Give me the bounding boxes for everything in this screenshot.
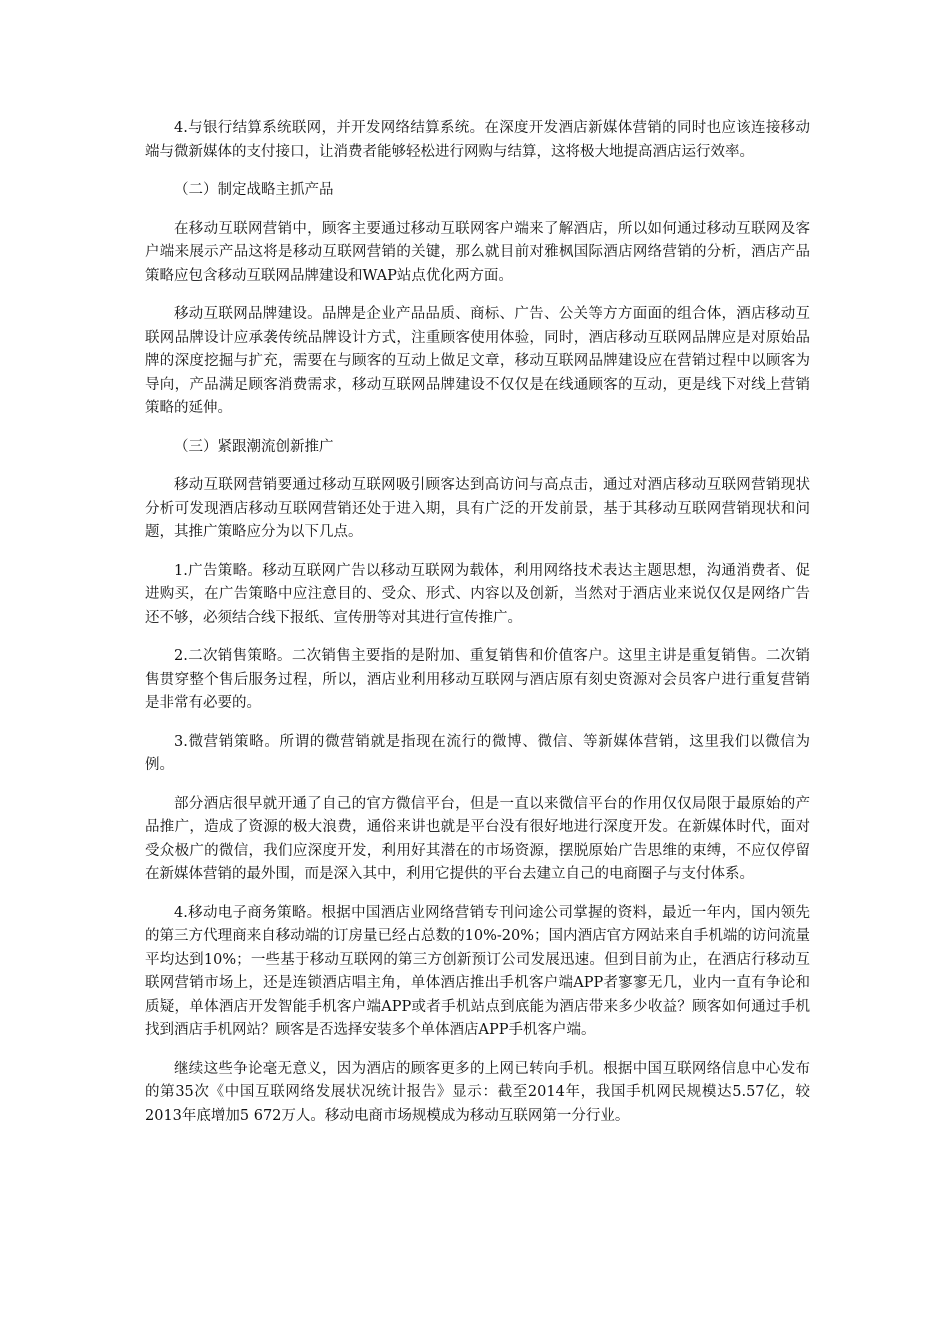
paragraph-mobile-marketing-intro: 在移动互联网营销中，顾客主要通过移动互联网客户端来了解酒店，所以如何通过移动互联网及客户端来展示产品这将是移动互联网营销的关键，那么就目前对雅枫国际酒店网络营销的分析，酒店产品策略应包含移动互联网品牌建设和WAP站点优化两方面。 — [145, 220, 810, 284]
paragraph-wechat-platform: 部分酒店很早就开通了自己的官方微信平台，但是一直以来微信平台的作用仅仅局限于最原始的产品推广，造成了资源的极大浪费，通俗来讲也就是平台没有很好地进行深度开发。在新媒体时代，面对受众极广的微信，我们应深度开发，利用好其潜在的市场资源，摆脱原始广告思维的束缚，不应仅停留在新媒体营销的最外围，而是深入其中，利用它提供的平台去建立自己的电商圈子与支付体系。 — [145, 795, 810, 882]
paragraph-mobile-ecommerce: 4.移动电子商务策略。根据中国酒店业网络营销专刊问途公司掌握的资料，最近一年内，国内领先的第三方代理商来自移动端的订房量已经占总数的10%-20%；国内酒店官方网站来自手机端的访问流量平均达到10%；一些基于移动互联网的第三方创新预订公司发展迅速。但到目前为止，在酒店行移动互联网营销市场上，还是连锁酒店唱主角，单体酒店推出手机客户端APP者寥寥无几，业内一直有争论和质疑，单体酒店开发智能手机客户端APP或者手机站点到底能为酒店带来多少收益？顾客如何通过手机找到酒店手机网站？顾客是否选择安装多个单体酒店APP手机客户端。 — [145, 904, 810, 1038]
paragraph-secondary-sales: 2.二次销售策略。二次销售主要指的是附加、重复销售和价值客户。这里主讲是重复销售。二次销售贯穿整个售后服务过程，所以，酒店业利用移动互联网与酒店原有刻史资源对会员客户进行重复营销是非常有必要的。 — [145, 648, 810, 711]
section-heading-promotion: （三）紧跟潮流创新推广 — [174, 438, 334, 455]
paragraph-brand-building: 移动互联网品牌建设。品牌是企业产品品质、商标、广告、公关等方方面面的组合体，酒店移动互联网品牌设计应承袭传统品牌设计方式，注重顾客使用体验，同时，酒店移动互联网品牌应是对原始品牌的深度挖掘与扩充，需要在与顾客的互动上做足文章，移动互联网品牌建设应在营销过程中以顾客为导向，产品满足顾客消费需求，移动互联网品牌建设不仅仅是在线通顾客的互动，更是线下对线上营销策略的延伸。 — [145, 306, 810, 416]
paragraph-promotion-intro: 移动互联网营销要通过移动互联网吸引顾客达到高访问与高点击，通过对酒店移动互联网营销现状分析可发现酒店移动互联网营销还处于进入期，具有广泛的开发前景，基于其移动互联网营销现状和问题，其推广策略应分为以下几点。 — [145, 477, 810, 540]
paragraph-mobile-statistics: 继续这些争论毫无意义，因为酒店的顾客更多的上网已转向手机。根据中国互联网络信息中心发布的第35次《中国互联网络发展状况统计报告》显示：截至2014年，我国手机网民规模达5.57亿，较2013年底增加5 672万人。移动电商市场规模成为移动互联网第一分行业。 — [145, 1060, 810, 1124]
document-page — [145, 117, 810, 1143]
section-heading-product-strategy: （二）制定战略主抓产品 — [174, 182, 334, 198]
paragraph-micro-marketing: 3.微营销策略。所谓的微营销就是指现在流行的微博、微信、等新媒体营销，这里我们以微信为例。 — [145, 733, 810, 773]
paragraph-advertising-strategy: 1.广告策略。移动互联网广告以移动互联网为载体，利用网络技术表达主题思想，沟通消费者、促进购买，在广告策略中应注意目的、受众、形式、内容以及创新，当然对于酒店业来说仅仅是网络广告还不够，必须结合线下报纸、宣传册等对其进行宣传推广。 — [145, 562, 810, 626]
paragraph-bank-settlement: 4.与银行结算系统联网，并开发网络结算系统。在深度开发酒店新媒体营销的同时也应该连接移动端与微新媒体的支付接口，让消费者能够轻松进行网购与结算，这将极大地提高酒店运行效率。 — [145, 120, 810, 160]
